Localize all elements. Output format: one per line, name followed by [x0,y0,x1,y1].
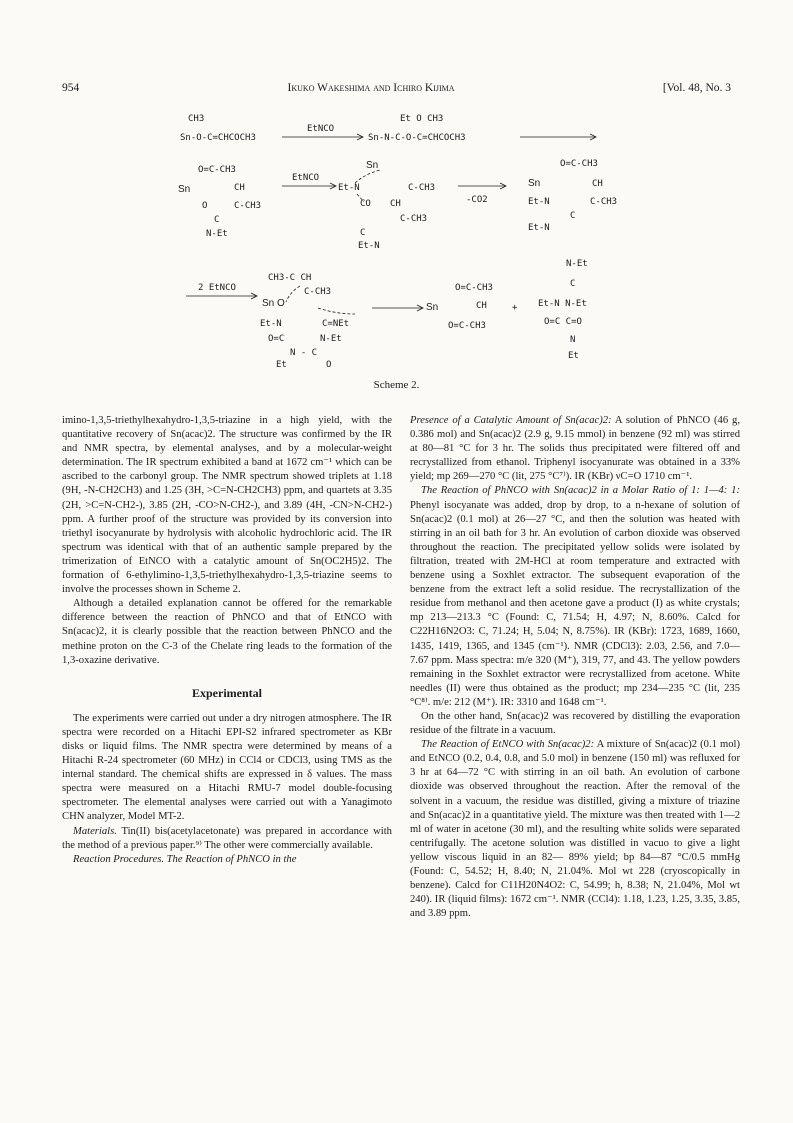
r3-dash2 [318,308,355,314]
page-header [62,82,731,100]
r3-prod-ch: CH [476,301,487,311]
r3-tz-c: C [570,279,576,289]
r3-n-et: N-Et [320,334,342,344]
right-column [410,414,740,921]
running-authors: Ikuko Wakeshima and Ichiro Kijima [287,82,455,94]
r3-prod-oc-ch3: O=C-CH3 [455,283,493,293]
r1-reagent: EtNCO [307,124,335,134]
r2-int-etn2: Et-N [358,241,380,251]
right-paragraph-3: On the other hand, Sn(acac)2 was recovered by distilling the evaporation residue of the filtrate in a vacuum. [410,710,740,737]
reaction-scheme [150,108,670,370]
materials-text: Tin(II) bis(acetylacetonate) was prepared in accordance with the method of a previous paper.⁹⁾ The other were commercially available. [62,825,392,851]
r2-int-sn: Sn [366,160,379,171]
r2-int-c-ch3: C-CH3 [408,183,436,193]
scheme-caption: Scheme 2. [373,379,420,391]
r2-prod-c-ch3: C-CH3 [590,197,618,207]
r3-tz-row: O=C C=O [544,317,582,327]
r3-prod-sn: Sn [426,302,439,313]
page-number: 954 [62,82,80,94]
r1-reactant: Sn-O-C=CHCOCH3 [180,133,256,143]
r3-tz-et: Et [568,351,579,361]
r2-int-etn: Et-N [338,183,360,193]
r2-prod-oc-ch3: O=C-CH3 [560,159,598,169]
r3-et: Et [276,360,287,370]
procedures-paragraph [62,853,392,867]
procedures-text: The Reaction of PhNCO in the [166,853,297,865]
r2-prod-sn: Sn [528,178,541,189]
r3-dash1 [286,286,300,302]
procedures-runin: Reaction Procedures. [73,853,164,865]
r3-oc: O=C [268,334,285,344]
r2-c-ch3: C-CH3 [234,201,262,211]
r3-nc: N - C [290,348,318,358]
r3-tz-top: N-Et [566,259,588,269]
left-paragraph-2: Although a detailed explanation cannot be offered for the remarkable difference between the reaction of PhNCO and that of EtNCO with Sn(acac)2, it is clearly possible that the reaction between PhNCO and the methine proton on the C-3 of the Chelate ring leads to the formation of the 1,3-oxazine derivative. [62,598,392,666]
r3-etn: Et-N [260,319,282,329]
r2-int-c-ch3b: C-CH3 [400,214,428,224]
r2-oc-ch3: O=C-CH3 [198,165,236,175]
materials-runin: Materials. [73,825,117,837]
right-p1-runin: Presence of a Catalytic Amount of Sn(acac)2: [410,415,612,426]
r1-product: Sn-N-C-O-C=CHCOCH3 [368,133,466,143]
right-p4-runin: The Reaction of EtNCO with Sn(acac)2: [421,739,595,751]
r2-o: O [202,201,208,211]
r2-int-co: CO [360,199,371,209]
r1-reactant-ch3: CH3 [188,114,205,124]
r3-cnet: C=NEt [322,319,350,329]
r2-prod-ch: CH [592,179,603,189]
left-paragraph-3: The experiments were carried out under a dry nitrogen atmosphere. The IR spectra were recorded on a Hitachi EPI-S2 infrared spectrometer as KBr disks or liquid films. The NMR spectra were determined by means of a Hitachi R-24 spectrometer (60 MHz) in CCl4 or CDCl3, using TMS as the internal standard. The chemical shifts are expressed in δ values. The mass spectra were measured on a Hitachi RMU-7 model double-focusing spectrometer. The elemental analyses were carried out with a Yanagimoto CHN analyzer, Model MT-2. [62,712,392,823]
r3-o: O [326,360,332,370]
volume-info: [Vol. 48, No. 3 [662,82,731,94]
r2-prod-etn2: Et-N [528,223,550,233]
r3-tz-mid: Et-N N-Et [538,299,587,309]
r2-loss: -CO2 [466,195,488,205]
r2-oc: C [214,215,220,225]
right-p2-text: Phenyl isocyanate was added, drop by drop, to a n-hexane of solution of Sn(acac)2 (0.1 mol) at 26—27 °C, and then the solution was heated with stirring in an oil bath for 3 hr. An evolution of carbon dioxide was observed throughout the reaction. The precipitated yellow solids were isolated by filtration, treated with 2M-HCl at room temperature and extracted with benzene using a Soxhlet extractor. The subsequent evaporation of the benzene from the extract left a solid residue. The recrystallization of the residue from methanol and then acetone gave a product (I) as white crystals; mp 213—213.3 °C (Found: C, 71.54; H, 4.97; N, 8.60%. Calcd for C22H16N2O3: C, 71.24; H, 5.04; N, 8.75%). IR (KBr): 1723, 1689, 1660, 1435, 1419, 1365, and 1345 (cm⁻¹). NMR (CDCl3): 2.03, 2.56, and 7.0—7.67 ppm. Mass spectra: m/e 320 (M⁺), 319, 77, and 43. The yellow powders remaining in the Soxhlet extractor were recrystallized from acetone. White needles (II) were thus obtained as the product; mp 234—235 °C (lit, 235 °C⁸⁾. m/e: 212 (M⁺). IR: 3310 and 1648 cm⁻¹. [410,499,740,708]
r3-top: CH3-C CH [268,273,312,283]
right-paragraph-2 [410,484,740,710]
left-paragraph-1: imino-1,3,5-triethylhexahydro-1,3,5-triazine in a high yield, with the quantitative recovery of Sn(acac)2. The structure was confirmed by the IR and NMR spectra, by elemental analyses, and by a molecular-weight determination. The IR spectrum exhibited a band at 1672 cm⁻¹ which can be ascribed to the carbonyl group. The NMR spectrum showed triplets at 1.18 (9H, -N-CH2CH3) and 1.25 (3H, >C=N-CH2CH3) ppm, and quartets at 3.35 (2H, >C=N-CH2-), 3.85 (2H, -CO>N-CH2-), and 3.89 (4H, -CN>N-CH2-) ppm. A further proof of the structure was provided by its conversion into triethyl isocyanurate by hydrolysis with alcoholic hydrochloric acid. The IR spectrum was identical with that of an authentic sample prepared by the trimerization of EtNCO with a catalytic amount of Sn(OC2H5)2. The formation of 6-ethylimino-1,3,5-triethylhexahydro-1,3,5-triazine seems to involve the processes shown in Scheme 2. [62,415,392,596]
r3-reagent: 2 EtNCO [198,283,236,293]
r2-int-ch: CH [390,199,401,209]
r1-product-top: Et O CH3 [400,114,444,124]
r3-tz-n: N [570,335,576,345]
r2-prod-c: C [570,211,576,221]
r2-reagent: EtNCO [292,173,320,183]
right-p4-text: A mixture of Sn(acac)2 (0.1 mol) and EtNCO (0.2, 0.4, 0.8, and 5.0 mol) in benzene (150 ml) was refluxed for 3 hr at 64—72 °C with stirring in an oil bath. An evolution of carbone dioxide was observed throughout the reaction. After the removal of the solvent in a vacuum, the residue was distilled, giving a mixture of triazine and Sn(acac)2 in a quantitative yield. The mixture was then treated with 1—2 ml of water in acetone (30 ml), and the resulting white solids were separated centrifugally. The acetone solution was distilled in vacuo to give a light yellow viscous liquid in an 82— 89% yield; bp 84—87 °C/0.5 mmHg (Found: C, 54.52; H, 8.40; N, 21.04%. Mol wt 228 (cryoscopically in benzene). Calcd for C11H20N4O2: C, 54.99; h, 8.38; N, 21.04%, Mol wt 240). IR (liquid films): 1672 cm⁻¹. NMR (CCl4): 1.18, 1.23, 1.25, 3.35, 3.85, and 3.89 ppm. [410,739,740,920]
r3-prod-oc: O=C-CH3 [448,321,486,331]
r2-int-oc: C [360,228,366,238]
r3-sn-o: Sn O [262,298,285,309]
materials-paragraph [62,825,392,853]
r3-plus: + [512,303,518,313]
right-p2-runin: The Reaction of PhNCO with Sn(acac)2 in a Molar Ratio of 1: 1—4: 1: [421,485,740,497]
right-paragraph-1 [410,414,740,484]
r2-int-dash1 [355,170,380,183]
r3-c-ch3: C-CH3 [304,287,332,297]
r2-net: N-Et [206,229,228,239]
right-paragraph-4 [410,738,740,921]
right-p1-text: A solution of PhNCO (46 g, 0.386 mol) and Sn(acac)2 (2.9 g, 9.15 mmol) in benzene (92 ml) was stirred at 80—81 °C for 3 hr. The solids thus precipitated were filtered off and recrystallized from ethanol. Triphenyl isocyanurate was obtained in a 33% yield; mp 269—270 °C (lit, 275 °C⁷⁾). IR (KBr) νC=O 1710 cm⁻¹. [410,415,740,483]
r2-prod-etn: Et-N [528,197,550,207]
r2-sn: Sn [178,184,191,195]
r2-ch: CH [234,183,245,193]
experimental-heading: Experimental [192,685,262,700]
left-column [62,414,392,867]
